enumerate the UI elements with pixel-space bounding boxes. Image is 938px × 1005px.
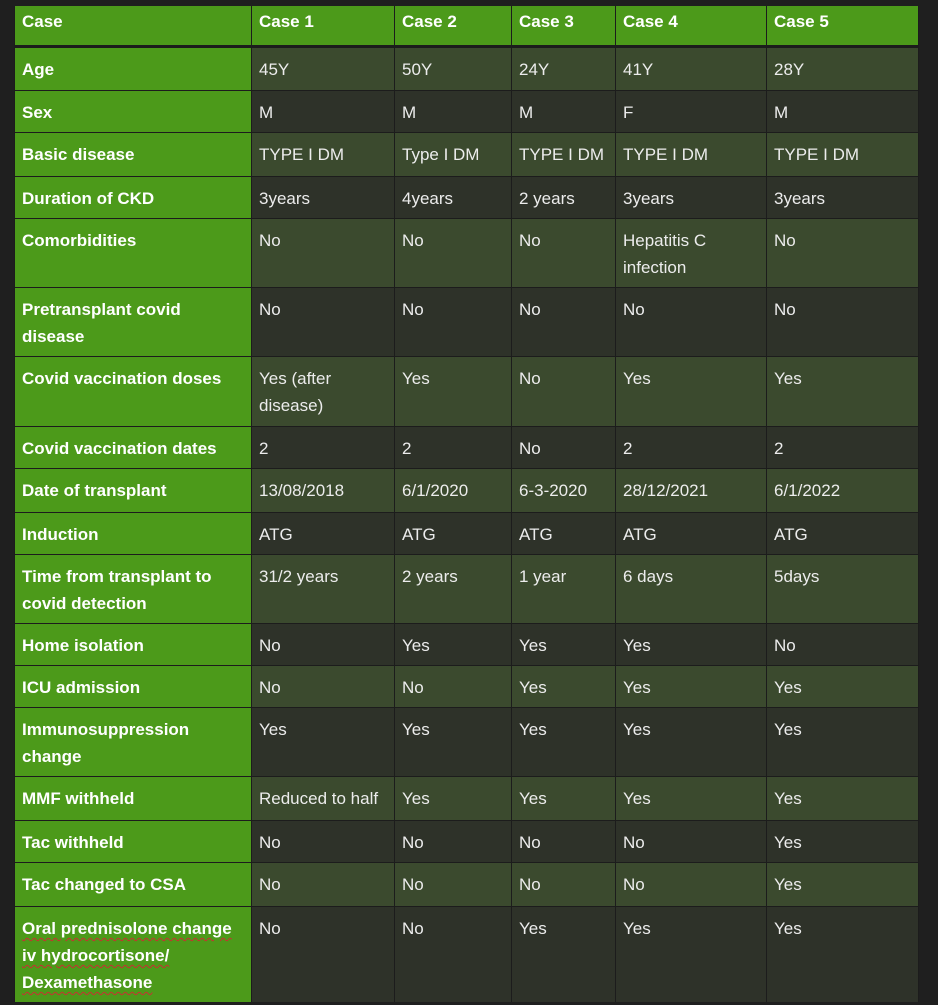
table-cell-case-5: No (767, 219, 919, 288)
row-label (15, 863, 252, 907)
table-cell-case-5: No (767, 624, 919, 666)
row-label (15, 513, 252, 555)
table-cell-case-5: M (767, 91, 919, 133)
table-cell-case-3: Yes (512, 777, 616, 821)
header-cell-case-4: Case 4 (616, 6, 767, 47)
table-cell-case-3: TYPE I DM (512, 133, 616, 177)
table-cell-case-5: Yes (767, 666, 919, 708)
table-cell-case-1: No (252, 288, 395, 357)
table-cell-case-1: Yes (after disease) (252, 357, 395, 427)
table-cell-case-1: No (252, 821, 395, 863)
header-cell-case: Case (15, 6, 252, 47)
table-cell-case-2: 2 (395, 427, 512, 469)
table-row (15, 47, 919, 91)
row-label-text: Pretransplant covid disease (22, 300, 181, 346)
table-cell-case-2: 2 years (395, 555, 512, 624)
table-cell-case-4: Yes (616, 708, 767, 777)
table-cell-case-1: No (252, 624, 395, 666)
table-cell-case-1: Reduced to half (252, 777, 395, 821)
table-cell-case-2: No (395, 666, 512, 708)
row-label-text: Induction (22, 525, 99, 544)
table-cell-case-4: Yes (616, 907, 767, 1003)
table-cell-case-1: 13/08/2018 (252, 469, 395, 513)
row-label-text: Oral prednisolone change iv hydrocortisone/ Dexamethasone (22, 919, 232, 992)
table-cell-case-4: No (616, 288, 767, 357)
case-table (14, 6, 919, 1002)
table-cell-case-5: ATG (767, 513, 919, 555)
table-row (15, 133, 919, 177)
table-cell-case-2: Yes (395, 624, 512, 666)
row-label (15, 777, 252, 821)
table-cell-case-1: No (252, 219, 395, 288)
table-cell-case-1: 3years (252, 177, 395, 219)
table-cell-case-2: No (395, 863, 512, 907)
row-label-text: MMF withheld (22, 789, 135, 808)
table-cell-case-4: No (616, 863, 767, 907)
table-cell-case-3: Yes (512, 624, 616, 666)
table-cell-case-4: F (616, 91, 767, 133)
table-cell-case-4: 6 days (616, 555, 767, 624)
row-label-text: Tac withheld (22, 833, 124, 852)
table-cell-case-2: No (395, 219, 512, 288)
row-label (15, 624, 252, 666)
table-cell-case-2: 50Y (395, 47, 512, 91)
table-cell-case-4: Hepatitis C infection (616, 219, 767, 288)
header-row (15, 6, 919, 47)
table-cell-case-2: Type I DM (395, 133, 512, 177)
row-label (15, 47, 252, 91)
table-cell-case-3: No (512, 288, 616, 357)
table-row (15, 513, 919, 555)
row-label-text: Age (22, 60, 55, 79)
row-label-text: Covid vaccination dates (22, 439, 217, 458)
header-cell-case-3: Case 3 (512, 6, 616, 47)
table-cell-case-3: No (512, 821, 616, 863)
row-label (15, 708, 252, 777)
table-cell-case-1: Yes (252, 708, 395, 777)
table-row (15, 666, 919, 708)
case-table-container (14, 6, 918, 1002)
row-label-text: Sex (22, 103, 53, 122)
table-cell-case-2: No (395, 288, 512, 357)
table-row (15, 469, 919, 513)
table-cell-case-2: 4years (395, 177, 512, 219)
table-body (15, 47, 919, 1003)
table-cell-case-3: Yes (512, 666, 616, 708)
table-cell-case-3: No (512, 219, 616, 288)
row-label-text: Home isolation (22, 636, 144, 655)
table-cell-case-3: No (512, 427, 616, 469)
table-cell-case-5: 28Y (767, 47, 919, 91)
table-cell-case-2: No (395, 821, 512, 863)
table-cell-case-3: Yes (512, 907, 616, 1003)
table-cell-case-3: 24Y (512, 47, 616, 91)
table-cell-case-4: Yes (616, 357, 767, 427)
table-cell-case-4: Yes (616, 624, 767, 666)
table-cell-case-1: No (252, 907, 395, 1003)
table-row (15, 821, 919, 863)
row-label (15, 357, 252, 427)
header-cell-case-2: Case 2 (395, 6, 512, 47)
table-cell-case-5: Yes (767, 357, 919, 427)
table-row (15, 624, 919, 666)
table-row (15, 777, 919, 821)
row-label (15, 907, 252, 1003)
table-cell-case-3: M (512, 91, 616, 133)
table-cell-case-4: 3years (616, 177, 767, 219)
table-cell-case-3: 2 years (512, 177, 616, 219)
row-label (15, 821, 252, 863)
table-cell-case-5: Yes (767, 907, 919, 1003)
table-cell-case-4: ATG (616, 513, 767, 555)
table-cell-case-4: Yes (616, 666, 767, 708)
row-label-text: Comorbidities (22, 231, 137, 250)
row-label (15, 469, 252, 513)
table-row (15, 288, 919, 357)
table-row (15, 555, 919, 624)
table-cell-case-4: 2 (616, 427, 767, 469)
table-cell-case-3: Yes (512, 708, 616, 777)
row-label-text: Immunosuppression change (22, 720, 190, 766)
table-cell-case-2: Yes (395, 708, 512, 777)
table-cell-case-3: No (512, 357, 616, 427)
header-cell-case-5: Case 5 (767, 6, 919, 47)
table-cell-case-1: TYPE I DM (252, 133, 395, 177)
table-cell-case-2: Yes (395, 777, 512, 821)
row-label (15, 219, 252, 288)
table-cell-case-4: TYPE I DM (616, 133, 767, 177)
table-cell-case-1: No (252, 863, 395, 907)
table-cell-case-4: Yes (616, 777, 767, 821)
table-cell-case-3: ATG (512, 513, 616, 555)
row-label-text: Basic disease (22, 145, 135, 164)
row-label-text: Covid vaccination doses (22, 369, 222, 388)
table-cell-case-5: Yes (767, 821, 919, 863)
table-cell-case-2: Yes (395, 357, 512, 427)
row-label-text: Tac changed to CSA (22, 875, 187, 894)
table-cell-case-3: No (512, 863, 616, 907)
table-cell-case-2: 6/1/2020 (395, 469, 512, 513)
table-cell-case-5: Yes (767, 708, 919, 777)
row-label (15, 288, 252, 357)
table-row (15, 91, 919, 133)
header-cell-case-1: Case 1 (252, 6, 395, 47)
table-cell-case-5: TYPE I DM (767, 133, 919, 177)
table-cell-case-5: No (767, 288, 919, 357)
row-label-text: Duration of CKD (22, 189, 155, 208)
table-cell-case-2: No (395, 907, 512, 1003)
table-cell-case-5: Yes (767, 777, 919, 821)
row-label (15, 133, 252, 177)
table-cell-case-3: 6-3-2020 (512, 469, 616, 513)
table-row (15, 219, 919, 288)
table-cell-case-5: 3years (767, 177, 919, 219)
table-row (15, 863, 919, 907)
table-cell-case-5: 2 (767, 427, 919, 469)
table-cell-case-1: 31/2 years (252, 555, 395, 624)
row-label (15, 427, 252, 469)
table-row (15, 177, 919, 219)
table-cell-case-1: 45Y (252, 47, 395, 91)
table-cell-case-5: 6/1/2022 (767, 469, 919, 513)
table-cell-case-1: ATG (252, 513, 395, 555)
row-label-text: Time from transplant to covid detection (22, 567, 212, 613)
table-cell-case-1: No (252, 666, 395, 708)
row-label (15, 177, 252, 219)
row-label (15, 91, 252, 133)
table-cell-case-1: 2 (252, 427, 395, 469)
table-cell-case-2: M (395, 91, 512, 133)
table-row (15, 357, 919, 427)
table-cell-case-1: M (252, 91, 395, 133)
table-cell-case-4: No (616, 821, 767, 863)
row-label-text: Date of transplant (22, 481, 167, 500)
table-cell-case-4: 41Y (616, 47, 767, 91)
row-label (15, 555, 252, 624)
table-cell-case-3: 1 year (512, 555, 616, 624)
row-label (15, 666, 252, 708)
table-row (15, 907, 919, 1003)
row-label-text: ICU admission (22, 678, 141, 697)
table-cell-case-4: 28/12/2021 (616, 469, 767, 513)
table-cell-case-5: Yes (767, 863, 919, 907)
table-cell-case-2: ATG (395, 513, 512, 555)
table-row (15, 708, 919, 777)
table-row (15, 427, 919, 469)
table-cell-case-5: 5days (767, 555, 919, 624)
